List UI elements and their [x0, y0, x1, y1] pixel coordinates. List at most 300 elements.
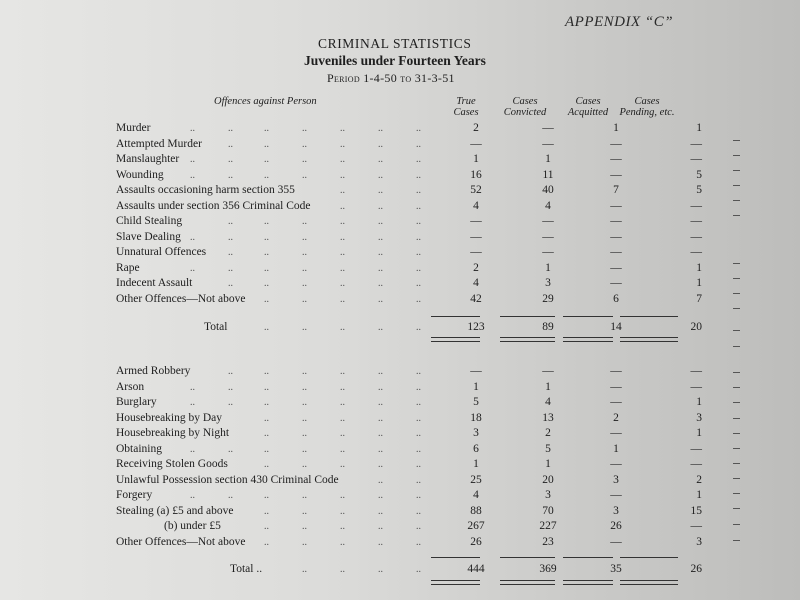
- leader-dot: ..: [302, 443, 307, 455]
- leader-dot: ..: [378, 412, 383, 424]
- cell-true-cases: 2: [473, 122, 479, 134]
- cell-pending: 1: [696, 277, 702, 289]
- leader-dot: ..: [340, 216, 345, 227]
- leader-dot: ..: [416, 154, 421, 165]
- cell-convicted: —: [542, 246, 554, 258]
- cell-pending: —: [690, 153, 702, 165]
- cell-acquitted: 26: [610, 520, 622, 532]
- margin-mark: [733, 200, 740, 201]
- leader-dot: ..: [416, 322, 421, 333]
- leader-dot: ..: [340, 138, 345, 150]
- cell-acquitted: —: [610, 535, 622, 548]
- leader-dot: ..: [264, 154, 269, 165]
- margin-mark: [733, 524, 740, 525]
- leader-dot: ..: [264, 505, 269, 517]
- cell-true-cases: 18: [470, 411, 482, 424]
- total-convicted: 369: [539, 563, 557, 575]
- leader-dot: ..: [264, 521, 269, 532]
- cell-convicted: —: [542, 230, 554, 243]
- cell-convicted: 1: [545, 261, 551, 274]
- total-rule: [431, 316, 480, 317]
- cell-acquitted: —: [610, 261, 622, 274]
- cell-true-cases: 5: [473, 396, 479, 408]
- col-header-line: Convicted: [503, 107, 547, 118]
- margin-mark: [733, 140, 740, 141]
- table-row: [116, 230, 702, 245]
- leader-dot: ..: [264, 366, 269, 377]
- table-row: [116, 519, 702, 534]
- total-convicted: 89: [542, 321, 554, 333]
- leader-dot: ..: [190, 381, 195, 393]
- margin-mark: [733, 293, 740, 294]
- margin-mark: [733, 493, 740, 494]
- row-label: (b) under £5: [164, 520, 221, 532]
- cell-pending: 1: [696, 261, 702, 274]
- cell-acquitted: —: [610, 230, 622, 243]
- leader-dot: ..: [416, 278, 421, 289]
- margin-mark: [733, 478, 740, 479]
- table-row: [116, 261, 702, 276]
- col-header-line: Cases: [512, 96, 538, 107]
- row-label: Assaults under section 356 Criminal Code: [116, 199, 311, 212]
- cell-convicted: 5: [545, 442, 551, 455]
- leader-dot: ..: [378, 216, 383, 227]
- leader-dot: ..: [378, 231, 383, 243]
- cell-acquitted: —: [610, 365, 622, 377]
- leader-dot: ..: [228, 278, 233, 289]
- cell-true-cases: —: [470, 246, 482, 258]
- leader-dot: ..: [264, 278, 269, 289]
- leader-dot: ..: [302, 536, 307, 548]
- leader-dot: ..: [378, 169, 383, 181]
- leader-dot: ..: [302, 262, 307, 274]
- margin-mark: [733, 215, 740, 216]
- leader-dot: ..: [416, 169, 421, 181]
- cell-acquitted: 3: [613, 473, 619, 486]
- cell-pending: 2: [696, 473, 702, 486]
- total-row: [116, 562, 702, 577]
- cell-convicted: 70: [542, 504, 554, 517]
- leader-dot: ..: [302, 428, 307, 439]
- leader-dot: ..: [264, 536, 269, 548]
- total-double-rule: [563, 337, 613, 342]
- row-label: Housebreaking by Day: [116, 411, 223, 424]
- leader-dot: ..: [228, 138, 233, 150]
- leader-dot: ..: [302, 293, 307, 305]
- row-label: Obtaining: [116, 442, 162, 455]
- cell-convicted: 1: [545, 458, 551, 470]
- leader-dot: ..: [340, 412, 345, 424]
- leader-dot: ..: [228, 154, 233, 165]
- cell-convicted: —: [542, 215, 554, 227]
- cell-pending: 5: [696, 168, 702, 181]
- cell-true-cases: 26: [470, 535, 482, 548]
- cell-pending: —: [690, 246, 702, 258]
- cell-true-cases: 4: [473, 277, 479, 289]
- leader-dot: ..: [264, 123, 269, 134]
- cell-pending: 1: [696, 489, 702, 501]
- table-row: [116, 426, 702, 441]
- cell-convicted: —: [542, 122, 554, 134]
- cell-pending: —: [690, 365, 702, 377]
- leader-dot: ..: [302, 231, 307, 243]
- cell-true-cases: 4: [473, 489, 479, 501]
- leader-dot: ..: [264, 231, 269, 243]
- leader-dot: ..: [340, 428, 345, 439]
- leader-dot: ..: [378, 200, 383, 212]
- table-row: [116, 199, 702, 214]
- leader-dot: ..: [416, 366, 421, 377]
- leader-dot: ..: [340, 185, 345, 196]
- total-rule: [620, 316, 678, 317]
- cell-convicted: 13: [542, 411, 554, 424]
- row-label: Arson: [116, 380, 145, 393]
- leader-dot: ..: [340, 154, 345, 165]
- table-row: [116, 364, 702, 379]
- leader-dot: ..: [340, 262, 345, 274]
- leader-dot: ..: [190, 169, 195, 181]
- leader-dot: ..: [340, 490, 345, 501]
- document-subtitle: Juveniles under Fourteen Years: [304, 53, 486, 68]
- cell-true-cases: 4: [473, 199, 479, 212]
- leader-dot: ..: [302, 154, 307, 165]
- cell-convicted: 4: [545, 396, 551, 408]
- total-double-rule: [563, 580, 613, 585]
- leader-dot: ..: [264, 428, 269, 439]
- cell-true-cases: 88: [470, 504, 482, 517]
- leader-dot: ..: [416, 505, 421, 517]
- leader-dot: ..: [416, 200, 421, 212]
- row-label: Rape: [116, 261, 140, 274]
- cell-acquitted: —: [610, 246, 622, 258]
- leader-dot: ..: [378, 247, 383, 258]
- cell-true-cases: 1: [473, 458, 479, 470]
- cell-pending: —: [690, 230, 702, 243]
- row-label: Housebreaking by Night: [116, 427, 230, 439]
- leader-dot: ..: [378, 564, 383, 575]
- row-label: Wounding: [116, 168, 164, 181]
- cell-convicted: —: [542, 137, 554, 150]
- cell-true-cases: 25: [470, 473, 482, 486]
- leader-dot: ..: [228, 381, 233, 393]
- leader-dot: ..: [416, 412, 421, 424]
- leader-dot: ..: [264, 412, 269, 424]
- total-label: Total: [204, 321, 228, 333]
- cell-pending: —: [690, 199, 702, 212]
- leader-dot: ..: [340, 278, 345, 289]
- leader-dot: ..: [416, 381, 421, 393]
- leader-dot: ..: [228, 443, 233, 455]
- leader-dot: ..: [302, 216, 307, 227]
- leader-dot: ..: [378, 154, 383, 165]
- table-row: [116, 395, 702, 410]
- total-row: [116, 320, 702, 335]
- row-label: Slave Dealing: [116, 230, 181, 243]
- leader-dot: ..: [340, 381, 345, 393]
- leader-dot: ..: [416, 293, 421, 305]
- col-header-line: Pending, etc.: [619, 107, 675, 118]
- leader-dot: ..: [416, 443, 421, 455]
- leader-dot: ..: [378, 293, 383, 305]
- leader-dot: ..: [340, 293, 345, 305]
- leader-dot: ..: [302, 247, 307, 258]
- margin-mark: [733, 155, 740, 156]
- leader-dot: ..: [378, 123, 383, 134]
- cell-convicted: 40: [542, 184, 554, 196]
- cell-pending: —: [690, 215, 702, 227]
- row-label: Unnatural Offences: [116, 246, 207, 258]
- cell-pending: —: [690, 137, 702, 150]
- cell-pending: 7: [696, 292, 702, 305]
- leader-dot: ..: [228, 366, 233, 377]
- leader-dot: ..: [264, 381, 269, 393]
- cell-convicted: 20: [542, 473, 554, 486]
- cell-pending: 5: [696, 184, 702, 196]
- leader-dot: ..: [378, 397, 383, 408]
- total-double-rule: [431, 337, 480, 342]
- table-row: [116, 411, 702, 426]
- table-row: [116, 276, 702, 291]
- leader-dot: ..: [416, 474, 421, 486]
- leader-dot: ..: [340, 247, 345, 258]
- leader-dot: ..: [378, 505, 383, 517]
- cell-convicted: 1: [545, 380, 551, 393]
- table-row: [116, 183, 702, 198]
- cell-acquitted: —: [610, 137, 622, 150]
- leader-dot: ..: [416, 123, 421, 134]
- col-header-line: Acquitted: [567, 107, 609, 118]
- leader-dot: ..: [340, 123, 345, 134]
- cell-true-cases: 16: [470, 168, 482, 181]
- leader-dot: ..: [302, 138, 307, 150]
- table-row: [116, 473, 702, 488]
- col-header-line: Cases: [453, 107, 479, 118]
- cell-true-cases: 6: [473, 442, 479, 455]
- table-row: [116, 168, 702, 183]
- leader-dot: ..: [340, 564, 345, 575]
- total-pending: 20: [690, 321, 702, 333]
- cell-convicted: —: [542, 365, 554, 377]
- row-label: Other Offences—Not above: [116, 292, 246, 305]
- leader-dot: ..: [190, 397, 195, 408]
- leader-dot: ..: [416, 185, 421, 196]
- leader-dot: ..: [378, 366, 383, 377]
- leader-dot: ..: [378, 262, 383, 274]
- cell-pending: —: [690, 380, 702, 393]
- leader-dot: ..: [190, 443, 195, 455]
- leader-dot: ..: [302, 490, 307, 501]
- leader-dot: ..: [378, 490, 383, 501]
- total-label: Total ..: [230, 563, 263, 575]
- leader-dot: ..: [302, 459, 307, 470]
- cell-pending: —: [690, 520, 702, 532]
- margin-mark: [733, 346, 740, 347]
- leader-dot: ..: [190, 490, 195, 501]
- cell-acquitted: 3: [613, 504, 619, 517]
- cell-pending: —: [690, 442, 702, 455]
- row-label: Other Offences—Not above: [116, 535, 246, 548]
- table-row: [116, 380, 702, 395]
- cell-convicted: 227: [539, 520, 557, 532]
- leader-dot: ..: [416, 428, 421, 439]
- leader-dot: ..: [302, 169, 307, 181]
- leader-dot: ..: [302, 521, 307, 532]
- leader-dot: ..: [378, 474, 383, 486]
- leader-dot: ..: [264, 459, 269, 470]
- cell-convicted: 11: [542, 168, 554, 181]
- leader-dot: ..: [416, 231, 421, 243]
- cell-true-cases: —: [470, 365, 482, 377]
- leader-dot: ..: [264, 262, 269, 274]
- leader-dot: ..: [340, 505, 345, 517]
- leader-dot: ..: [228, 397, 233, 408]
- cell-true-cases: 42: [470, 292, 482, 305]
- leader-dot: ..: [190, 262, 195, 274]
- cell-true-cases: 2: [473, 261, 479, 274]
- leader-dot: ..: [264, 397, 269, 408]
- cell-pending: 3: [696, 535, 702, 548]
- row-label: Receiving Stolen Goods: [116, 458, 228, 470]
- table-row: [116, 488, 702, 503]
- leader-dot: ..: [416, 521, 421, 532]
- cell-convicted: 2: [545, 427, 551, 439]
- total-acquitted: 14: [610, 321, 622, 333]
- table-row: [116, 442, 702, 457]
- cell-convicted: 29: [542, 292, 554, 305]
- total-pending: 26: [690, 563, 702, 575]
- leader-dot: ..: [378, 322, 383, 333]
- leader-dot: ..: [340, 443, 345, 455]
- leader-dot: ..: [302, 322, 307, 333]
- leader-dot: ..: [228, 123, 233, 134]
- leader-dot: ..: [340, 536, 345, 548]
- leader-dot: ..: [416, 536, 421, 548]
- cell-pending: 1: [696, 427, 702, 439]
- margin-mark: [733, 508, 740, 509]
- total-double-rule: [620, 580, 678, 585]
- table-row: [116, 245, 702, 260]
- total-true-cases: 444: [467, 563, 485, 575]
- leader-dot: ..: [378, 138, 383, 150]
- row-label: Murder: [116, 122, 151, 134]
- table-row: [116, 152, 702, 167]
- leader-dot: ..: [378, 381, 383, 393]
- table-row: [116, 121, 702, 136]
- period-label: Period 1-4-50 to 31-3-51: [327, 71, 455, 85]
- leader-dot: ..: [416, 216, 421, 227]
- leader-dot: ..: [302, 397, 307, 408]
- cell-acquitted: 7: [613, 184, 619, 196]
- cell-true-cases: 1: [473, 380, 479, 393]
- leader-dot: ..: [378, 459, 383, 470]
- cell-true-cases: 52: [470, 184, 482, 196]
- leader-dot: ..: [340, 397, 345, 408]
- leader-dot: ..: [190, 123, 195, 134]
- row-label: Forgery: [116, 489, 153, 501]
- cell-convicted: 23: [542, 535, 554, 548]
- row-label: Burglary: [116, 396, 157, 408]
- cell-acquitted: —: [610, 458, 622, 470]
- leader-dot: ..: [340, 169, 345, 181]
- table-row: [116, 457, 702, 472]
- leader-dot: ..: [340, 366, 345, 377]
- cell-acquitted: —: [610, 277, 622, 289]
- col-header-true-cases: [446, 96, 486, 118]
- row-label: Manslaughter: [116, 153, 180, 165]
- total-rule: [563, 316, 613, 317]
- leader-dot: ..: [340, 459, 345, 470]
- total-acquitted: 35: [610, 563, 622, 575]
- cell-true-cases: —: [470, 230, 482, 243]
- cell-acquitted: —: [610, 153, 622, 165]
- leader-dot: ..: [264, 169, 269, 181]
- table-row: [116, 137, 702, 152]
- total-rule: [620, 557, 678, 558]
- cell-acquitted: —: [610, 215, 622, 227]
- leader-dot: ..: [228, 216, 233, 227]
- cell-true-cases: 1: [473, 153, 479, 165]
- cell-acquitted: —: [610, 380, 622, 393]
- leader-dot: ..: [416, 397, 421, 408]
- leader-dot: ..: [340, 231, 345, 243]
- leader-dot: ..: [190, 231, 195, 243]
- col-header-pending: [612, 96, 682, 118]
- leader-dot: ..: [264, 247, 269, 258]
- col-header-convicted: [495, 96, 555, 118]
- cell-convicted: 3: [545, 277, 551, 289]
- leader-dot: ..: [302, 123, 307, 134]
- margin-mark: [733, 448, 740, 449]
- cell-convicted: 1: [545, 153, 551, 165]
- margin-mark: [733, 402, 740, 403]
- leader-dot: ..: [378, 278, 383, 289]
- cell-acquitted: 6: [613, 292, 619, 305]
- margin-mark: [733, 308, 740, 309]
- leader-dot: ..: [302, 381, 307, 393]
- total-rule: [500, 557, 555, 558]
- leader-dot: ..: [264, 443, 269, 455]
- leader-dot: ..: [416, 138, 421, 150]
- appendix-label: APPENDIX “C”: [565, 14, 674, 30]
- total-double-rule: [431, 580, 480, 585]
- cell-true-cases: 3: [473, 427, 479, 439]
- margin-mark: [733, 185, 740, 186]
- leader-dot: ..: [340, 200, 345, 212]
- total-double-rule: [620, 337, 678, 342]
- leader-dot: ..: [378, 521, 383, 532]
- leader-dot: ..: [264, 216, 269, 227]
- col-header-line: True: [456, 96, 476, 107]
- leader-dot: ..: [416, 490, 421, 501]
- margin-mark: [733, 263, 740, 264]
- leader-dot: ..: [378, 185, 383, 196]
- leader-dot: ..: [416, 247, 421, 258]
- leader-dot: ..: [228, 231, 233, 243]
- cell-true-cases: 267: [467, 520, 485, 532]
- row-label: Child Stealing: [116, 215, 183, 227]
- cell-acquitted: —: [610, 396, 622, 408]
- row-label: Armed Robbery: [116, 365, 191, 377]
- cell-acquitted: —: [610, 168, 622, 181]
- margin-mark: [733, 418, 740, 419]
- margin-mark: [733, 330, 740, 331]
- margin-mark: [733, 387, 740, 388]
- table-row: [116, 214, 702, 229]
- total-rule: [431, 557, 480, 558]
- leader-dot: ..: [264, 138, 269, 150]
- table-row: [116, 535, 702, 550]
- leader-dot: ..: [302, 278, 307, 289]
